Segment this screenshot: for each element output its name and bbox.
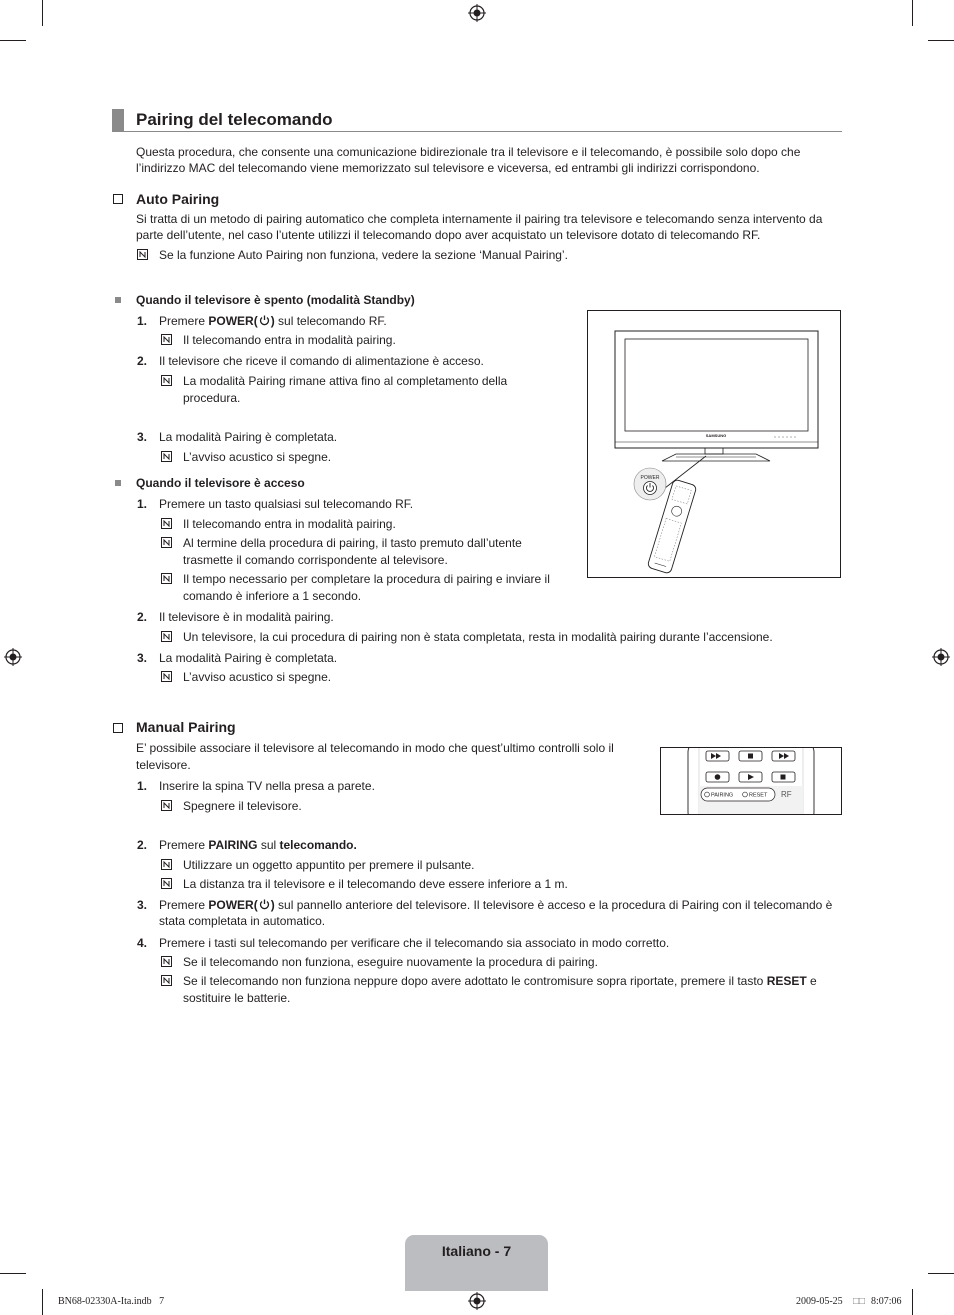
note-icon [161, 671, 172, 682]
crop-mark [912, 0, 913, 26]
remote-pairing-illustration [661, 748, 841, 814]
page-number-tab [405, 1235, 548, 1291]
standby-heading: Quando il televisore è spento (modalità Standby) [136, 293, 415, 307]
manual-step-4-note-2: Se il telecomando non funziona neppure dopo avere adottato le contromisure sopra riportate, premere il tasto RESET e sostituire le batterie. [183, 974, 817, 1005]
auto-pairing-heading: Auto Pairing [136, 191, 220, 207]
note-icon [161, 800, 172, 811]
on-step-2-note: Un televisore, la cui procedura di pairing non è stata completata, resta in modalità pairing durante l’accensione. [183, 630, 773, 644]
on-step-3-note: L’avviso acustico si spegne. [183, 670, 332, 684]
standby-step-3-note: L’avviso acustico si spegne. [183, 450, 332, 464]
checkbox-bullet-icon [113, 194, 123, 204]
checkbox-bullet-icon [113, 723, 123, 733]
registration-mark-icon [468, 4, 486, 22]
remote-figure [660, 747, 842, 815]
manual-pairing-heading: Manual Pairing [136, 719, 236, 735]
print-time: 8:07:06 [871, 1296, 902, 1307]
note-icon [161, 975, 172, 986]
intro-paragraph: Questa procedura, che consente una comunicazione bidirezionale tra il televisore e il telecomando, è possibile solo dopo che l’indirizzo MAC del telecomando viene memorizzato sul televisore e viceversa, ed entrambi gli indirizzi corrispondono. [136, 145, 801, 175]
power-label: POWER [640, 475, 660, 481]
manual-pairing-body: E’ possibile associare il televisore al telecomando in modo che quest’ultimo controlli solo il televisore. [136, 741, 614, 772]
registration-mark-icon [468, 1292, 486, 1310]
on-step-3: La modalità Pairing è completata. [159, 651, 338, 665]
note-icon [161, 573, 172, 584]
print-file-name: BN68-02330A-Ita.indb 7 [58, 1296, 165, 1307]
standby-step-1: Premere POWER( ) sul telecomando RF. [159, 314, 387, 328]
rf-label: RF [781, 790, 792, 799]
auto-pairing-note: Se la funzione Auto Pairing non funziona, vedere la sezione ‘Manual Pairing’. [159, 248, 568, 262]
step-number: 2. [137, 838, 148, 852]
step-number: 4. [137, 936, 148, 950]
crop-mark [928, 40, 954, 41]
note-icon [161, 859, 172, 870]
note-icon [161, 375, 172, 386]
standby-step-2: Il televisore che riceve il comando di alimentazione è acceso. [159, 354, 484, 368]
registration-mark-icon [4, 648, 22, 666]
standby-step-3: La modalità Pairing è completata. [159, 430, 338, 444]
standby-step-2-note: La modalità Pairing rimane attiva fino al completamento della procedura. [183, 374, 508, 405]
note-icon [161, 518, 172, 529]
on-step-1-note-1: Il telecomando entra in modalità pairing. [183, 517, 396, 531]
pairing-label: PAIRING [711, 792, 734, 799]
note-icon [161, 451, 172, 462]
manual-step-1-note: Spegnere il televisore. [183, 799, 302, 813]
on-step-2: Il televisore è in modalità pairing. [159, 610, 334, 624]
step-number: 3. [137, 898, 148, 912]
square-bullet-icon [115, 480, 121, 486]
step-number: 3. [137, 430, 148, 444]
print-date: 2009-05-25 [796, 1296, 843, 1307]
manual-step-4-note-1: Se il telecomando non funziona, eseguire nuovamente la procedura di pairing. [183, 955, 598, 969]
step-number: 3. [137, 651, 148, 665]
step-number: 2. [137, 610, 148, 624]
crop-mark [0, 40, 26, 41]
step-number: 2. [137, 354, 148, 368]
title-bar-marker [112, 109, 124, 131]
note-icon [137, 249, 148, 260]
crop-mark [42, 1289, 43, 1315]
reset-label: RESET [749, 792, 768, 799]
manual-step-2-note-2: La distanza tra il televisore e il telecomando deve essere inferiore a 1 m. [183, 877, 568, 891]
crop-mark [0, 1273, 26, 1274]
registration-mark-icon [932, 648, 950, 666]
note-icon [161, 334, 172, 345]
step-number: 1. [137, 497, 148, 511]
step-number: 1. [137, 314, 148, 328]
manual-step-1: Inserire la spina TV nella presa a parete. [159, 779, 375, 793]
page-label: Italiano - 7 [441, 1243, 512, 1259]
on-step-1-note-3: Il tempo necessario per completare la procedura di pairing e inviare il comando è inferiore a 1 secondo. [183, 572, 550, 603]
step-number: 1. [137, 779, 148, 793]
on-step-1: Premere un tasto qualsiasi sul telecomando RF. [159, 497, 414, 511]
tv-on-heading: Quando il televisore è acceso [136, 476, 305, 490]
note-icon [161, 537, 172, 548]
tv-with-remote-illustration [588, 311, 840, 577]
manual-step-4: Premere i tasti sul telecomando per verificare che il telecomando sia associato in modo corretto. [159, 936, 670, 950]
standby-step-1-note: Il telecomando entra in modalità pairing. [183, 333, 396, 347]
print-boxes: □□ [853, 1296, 866, 1307]
manual-step-3: Premere POWER( ) sul pannello anteriore del televisore. Il televisore è acceso e la procedura di Pairing con il telecomando è stata completata in automatico. [159, 898, 833, 928]
square-bullet-icon [115, 297, 121, 303]
note-icon [161, 878, 172, 889]
title-underline [112, 131, 842, 132]
tv-brand: SAMSUNG [705, 433, 727, 438]
crop-mark [42, 0, 43, 26]
crop-mark [928, 1273, 954, 1274]
manual-step-2-note-1: Utilizzare un oggetto appuntito per premere il pulsante. [183, 858, 475, 872]
page-title: Pairing del telecomando [136, 110, 333, 129]
tv-figure [587, 310, 841, 578]
note-icon [161, 956, 172, 967]
on-step-1-note-2: Al termine della procedura di pairing, il tasto premuto dall’utente trasmette il comando corrispondente al televisore. [183, 536, 522, 567]
crop-mark [912, 1289, 913, 1315]
note-icon [161, 631, 172, 642]
power-icon [259, 315, 270, 326]
power-icon [259, 899, 270, 910]
manual-step-2: Premere PAIRING sul telecomando. [159, 838, 357, 852]
auto-pairing-body: Si tratta di un metodo di pairing automatico che completa internamente il pairing tra televisore e telecomando senza intervento da parte dell’utente, nel caso l’utente utilizzi il telecomando dopo aver acquistato un televisore dotato di telecomando RF. [136, 212, 823, 242]
